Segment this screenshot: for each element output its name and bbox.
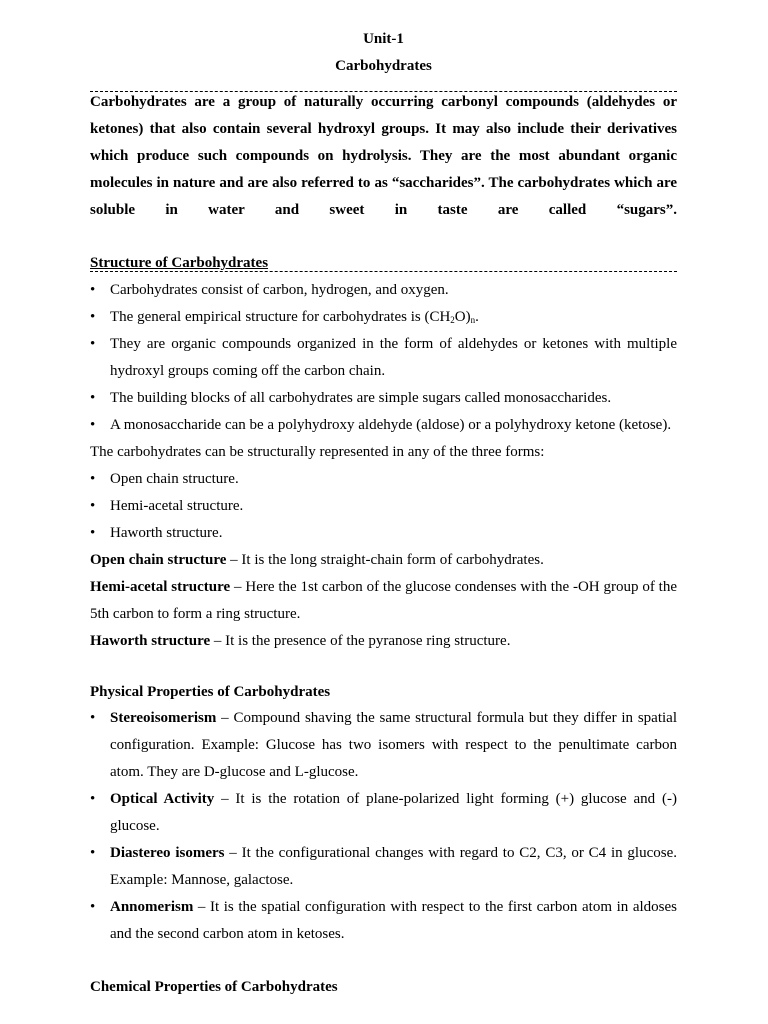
formula-text: O) [454,309,471,325]
item-term: Annomerism [110,899,194,915]
item-term: Diastereo isomers [110,845,225,861]
formula-text: . [475,309,479,325]
item-term: Stereoisomerism [110,710,217,726]
structure-section [90,277,677,655]
list-item: • Carbohydrates consist of carbon, hydrogen, and oxygen. [90,277,677,304]
definition [90,574,677,628]
item-text: – Compound shaving the same structural formula but they differ in spatial configuration. Example: Glucose has two isomers with respect to the penultimate carbon atom. They are D-glucose and L-glucose. [110,710,677,780]
list-item [90,840,677,894]
definition [90,628,677,655]
intro-paragraph: Carbohydrates are a group of naturally occurring carbonyl compounds (aldehydes or ketones) that also contain several hydroxyl groups. It may also include their derivatives which produce such compounds on hydrolysis. They are the most abundant organic molecules in nature and are also referred to as “saccharides”. The carbohydrates which are soluble in water and sweet in taste are called “sugars”. [90,94,677,218]
formula-subscript: n [470,315,476,325]
page-title: Carbohydrates [335,58,432,74]
formula-item [90,304,677,331]
list-item [90,705,677,786]
definition [90,547,677,574]
definition-term: Haworth structure [90,633,211,649]
definition-text: – Here the 1st carbon of the glucose condenses with the -OH group of the 5th carbon to form a ring structure. [90,579,677,622]
item-text: – It is the spatial configuration with respect to the first carbon atom in aldoses and the second carbon atom in ketoses. [110,899,677,942]
physical-heading: Physical Properties of Carbohydrates [90,684,331,700]
definition-text: – It is the long straight-chain form of carbohydrates. [226,552,544,568]
physical-section [90,705,677,948]
formula-text: The general empirical structure for carbohydrates is (CH [110,309,451,325]
structure-heading: Structure of Carbohydrates [90,255,269,271]
chemical-heading: Chemical Properties of Carbohydrates [90,979,338,995]
formula-subscript: 2 [450,315,455,325]
definition-term: Open chain structure [90,552,227,568]
unit-title: Unit-1 [363,31,404,47]
list-item: • The building blocks of all carbohydrates are simple sugars called monosaccharides. [90,385,677,412]
definition-term: Hemi-acetal structure [90,579,231,595]
forms-intro: The carbohydrates can be structurally represented in any of the three forms: [90,444,545,460]
structure-divider [90,271,677,272]
list-item: • Hemi-acetal structure. [90,493,677,520]
list-item: • A monosaccharide can be a polyhydroxy aldehyde (aldose) or a polyhydroxy ketone (ketose). [90,412,677,439]
item-text: – It is the rotation of plane-polarized light forming (+) glucose and (-) glucose. [110,791,677,834]
item-text: – It the configurational changes with regard to C2, C3, or C4 in glucose. Example: Mannose, galactose. [110,845,678,888]
definition-text: – It is the presence of the pyranose ring structure. [210,633,511,649]
list-item: • They are organic compounds organized in the form of aldehydes or ketones with multiple hydroxyl groups coming off the carbon chain. [90,331,677,385]
list-item: • Open chain structure. [90,466,677,493]
item-term: Optical Activity [110,791,215,807]
list-item [90,786,677,840]
list-item [90,894,677,948]
list-item: • Haworth structure. [90,520,677,547]
